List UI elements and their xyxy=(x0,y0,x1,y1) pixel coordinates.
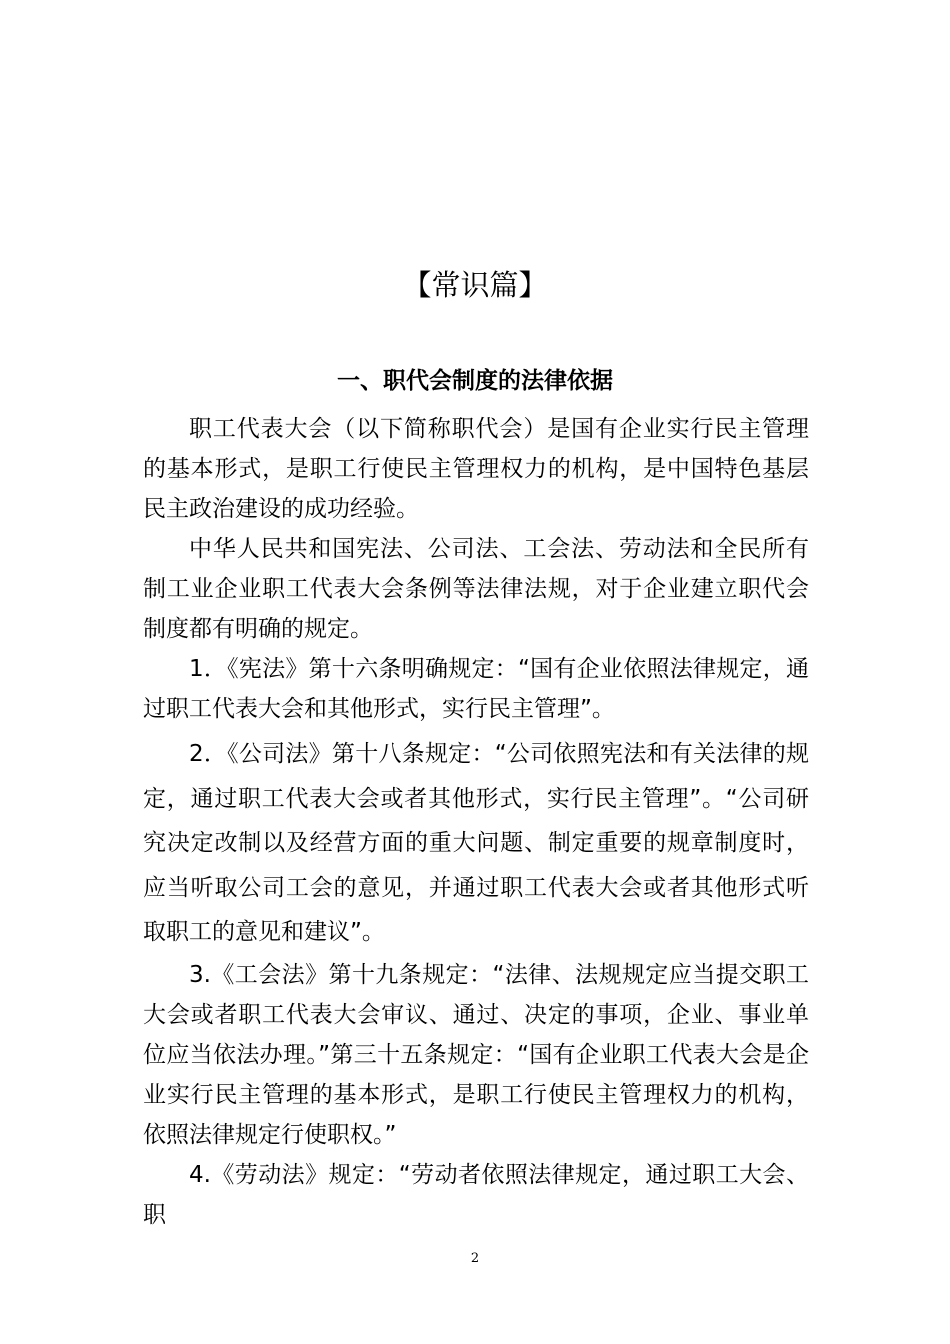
paragraph-company-law: 2．《公司法》第十八条规定：“公司依照宪法和有关法律的规定，通过职工代表大会或者其他形式，实行民主管理”。“公司研究决定改制以及经营方面的重大问题、制定重要的规章制度时，应当听取公司工会的意见，并通过职工代表大会或者其他形式听取职工的意见和建议”。 xyxy=(143,741,809,945)
page-title: 【常识篇】 xyxy=(402,268,548,302)
paragraph-trade-union-law: 3.《工会法》第十九条规定：“法律、法规规定应当提交职工大会或者职工代表大会审议、通过、决定的事项，企业、事业单位应当依法办理。”第三十五条规定：“国有企业职工代表大会是企业实行民主管理的基本形式，是职工行使民主管理权力的机构，依照法律规定行使职权。” xyxy=(143,961,809,1148)
body-text xyxy=(143,409,809,1235)
paragraph-intro: 职工代表大会（以下简称职代会）是国有企业实行民主管理的基本形式，是职工行使民主管理权力的机构，是中国特色基层民主政治建设的成功经验。 xyxy=(143,416,809,522)
paragraph-labor-law: 4.《劳动法》规定：“劳动者依照法律规定，通过职工大会、职 xyxy=(143,1161,809,1228)
page-number: 2 xyxy=(470,1251,480,1266)
paragraph-constitution: 1．《宪法》第十六条明确规定：“国有企业依照法律规定，通过职工代表大会和其他形式，实行民主管理”。 xyxy=(143,656,809,722)
section-heading: 一、职代会制度的法律依据 xyxy=(337,368,613,394)
paragraph-laws: 中华人民共和国宪法、公司法、工会法、劳动法和全民所有制工业企业职工代表大会条例等法律法规，对于企业建立职代会制度都有明确的规定。 xyxy=(143,536,809,642)
